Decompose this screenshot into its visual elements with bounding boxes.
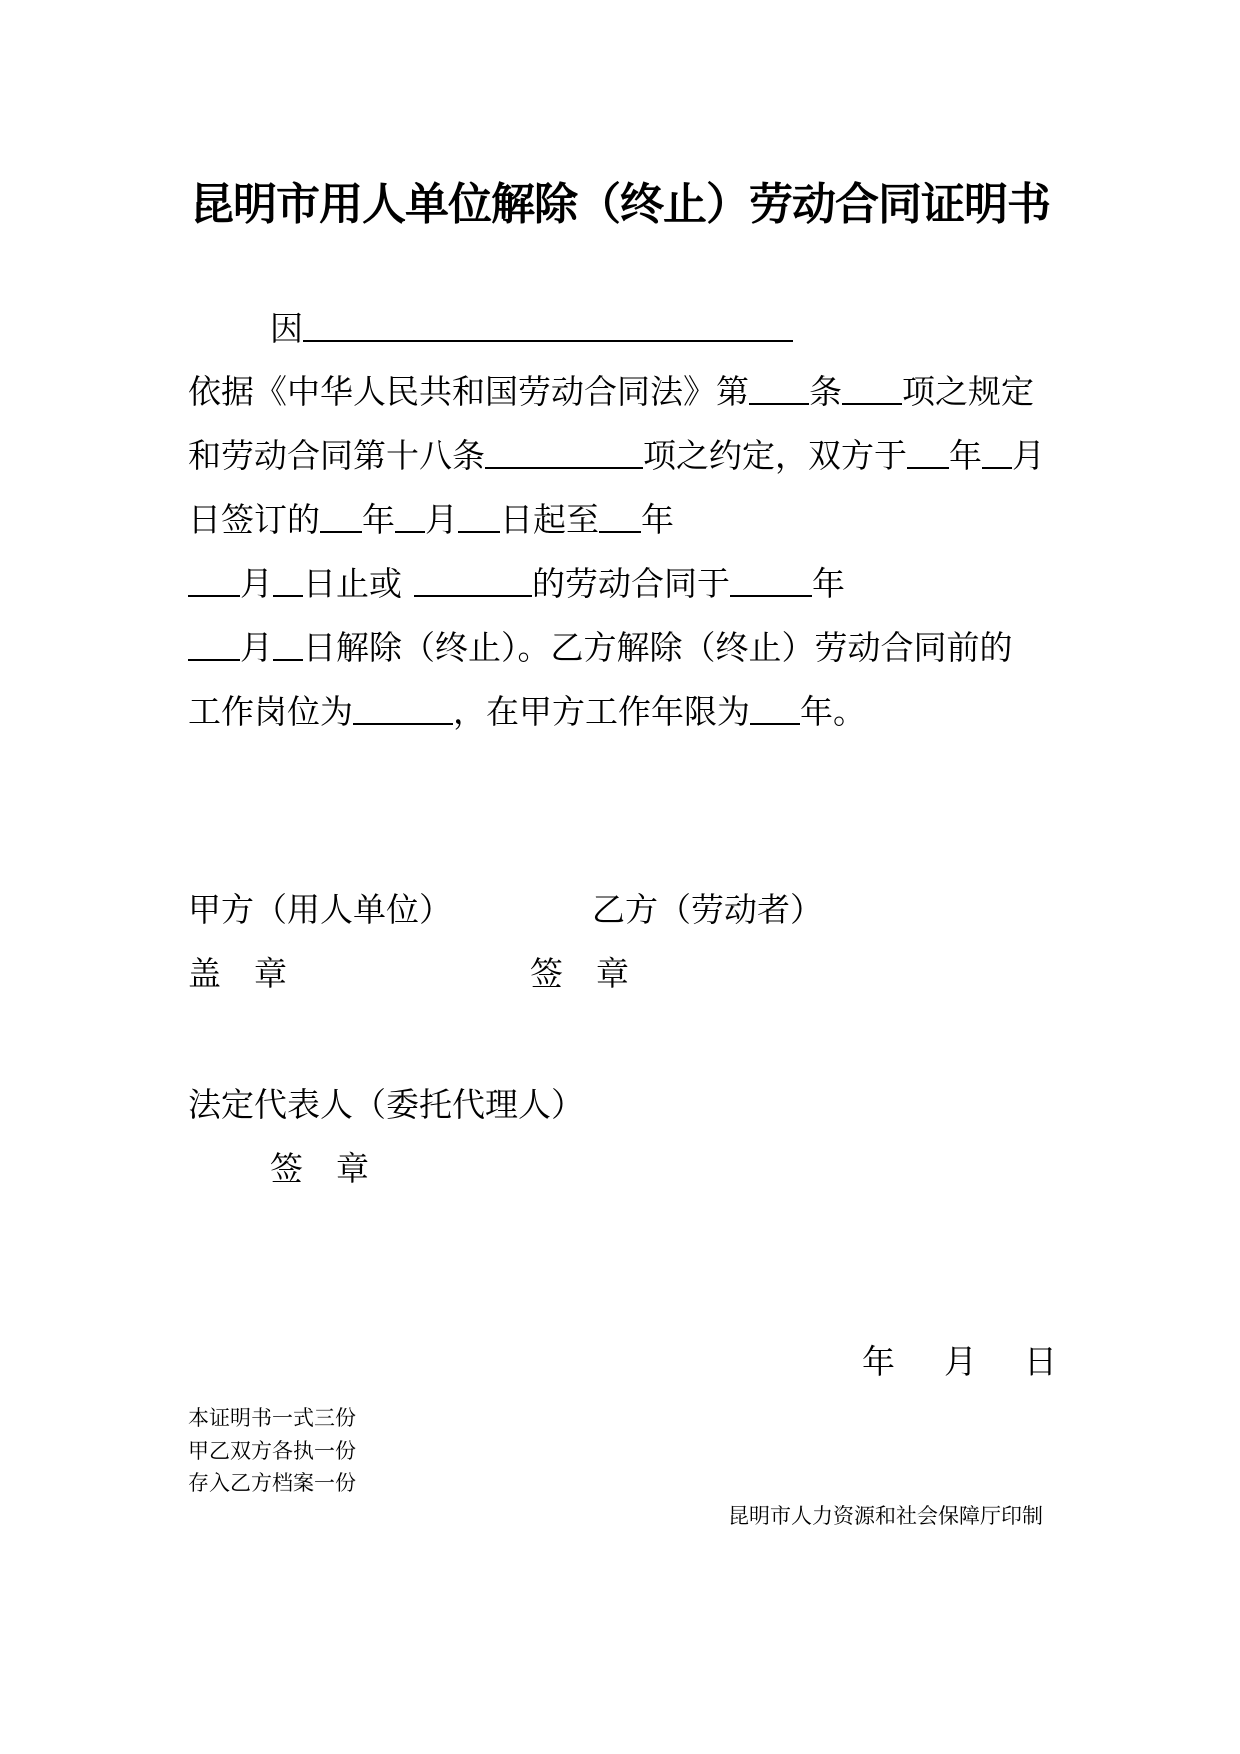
- month-label: 月: [240, 564, 273, 603]
- note-line-1: 本证明书一式三份: [188, 1406, 356, 1430]
- item-label: 项之规定: [902, 372, 1034, 411]
- end-day-blank[interactable]: [273, 565, 303, 597]
- start-text: 日起至: [500, 500, 599, 539]
- reason-label: 因: [270, 309, 303, 348]
- contract-type-blank[interactable]: [414, 565, 532, 597]
- reason-blank[interactable]: [303, 310, 793, 342]
- sign-year-blank[interactable]: [907, 437, 949, 469]
- contract-article-text: 和劳动合同第十八条: [188, 436, 485, 475]
- start-day-blank[interactable]: [458, 501, 500, 533]
- years-label: 年。: [800, 692, 866, 731]
- month-label: 月: [1012, 436, 1045, 475]
- body-line-7: [188, 690, 866, 734]
- contract-text: 的劳动合同于: [532, 564, 730, 603]
- position-blank[interactable]: [353, 693, 453, 725]
- start-year-blank[interactable]: [320, 501, 362, 533]
- start-month-blank[interactable]: [395, 501, 425, 533]
- body-line-4: [188, 498, 674, 542]
- tenure-label: ，在甲方工作年限为: [453, 692, 750, 731]
- body-line-6: [188, 626, 1013, 670]
- article-blank[interactable]: [749, 373, 809, 405]
- termination-month-blank[interactable]: [188, 629, 240, 661]
- body-line-5: [188, 562, 845, 606]
- termination-text: 日解除（终止）。乙方解除（终止）劳动合同前的: [303, 628, 1013, 667]
- year-label: 年: [812, 564, 845, 603]
- body-line-1: [270, 307, 793, 351]
- law-text: 依据《中华人民共和国劳动合同法》第: [188, 372, 749, 411]
- month-label: 月: [425, 500, 458, 539]
- party-b-label: 乙方（劳动者）: [592, 890, 823, 929]
- party-a-label: 甲方（用人单位）: [188, 890, 452, 929]
- date-day[interactable]: 日: [1024, 1342, 1057, 1381]
- signed-text: 日签订的: [188, 500, 320, 539]
- termination-year-blank[interactable]: [730, 565, 812, 597]
- year-label: 年: [949, 436, 982, 475]
- body-line-2: [188, 370, 1034, 414]
- end-text: 日止或: [303, 564, 402, 603]
- end-year-blank[interactable]: [599, 501, 641, 533]
- party-a-seal[interactable]: 盖 章: [188, 954, 287, 993]
- legal-rep-seal[interactable]: 签 章: [270, 1149, 369, 1188]
- note-line-3: 存入乙方档案一份: [188, 1471, 356, 1495]
- end-month-blank[interactable]: [188, 565, 240, 597]
- sign-month-blank[interactable]: [982, 437, 1012, 469]
- date-year[interactable]: 年: [862, 1342, 895, 1381]
- body-line-3: [188, 434, 1045, 478]
- document-title: 昆明市用人单位解除（终止）劳动合同证明书: [190, 179, 1050, 230]
- date-month[interactable]: 月: [944, 1342, 977, 1381]
- tenure-years-blank[interactable]: [750, 693, 800, 725]
- note-line-2: 甲乙双方各执一份: [188, 1439, 356, 1463]
- position-label: 工作岗位为: [188, 692, 353, 731]
- printer-credit: 昆明市人力资源和社会保障厅印制: [728, 1504, 1043, 1528]
- month-label: 月: [240, 628, 273, 667]
- article-label: 条: [809, 372, 842, 411]
- year-label: 年: [641, 500, 674, 539]
- year-label: 年: [362, 500, 395, 539]
- agreement-text: 项之约定，双方于: [643, 436, 907, 475]
- termination-day-blank[interactable]: [273, 629, 303, 661]
- party-b-seal[interactable]: 签 章: [530, 954, 629, 993]
- legal-rep-label: 法定代表人（委托代理人）: [188, 1085, 584, 1124]
- contract-item-blank[interactable]: [485, 437, 643, 469]
- item-blank[interactable]: [842, 373, 902, 405]
